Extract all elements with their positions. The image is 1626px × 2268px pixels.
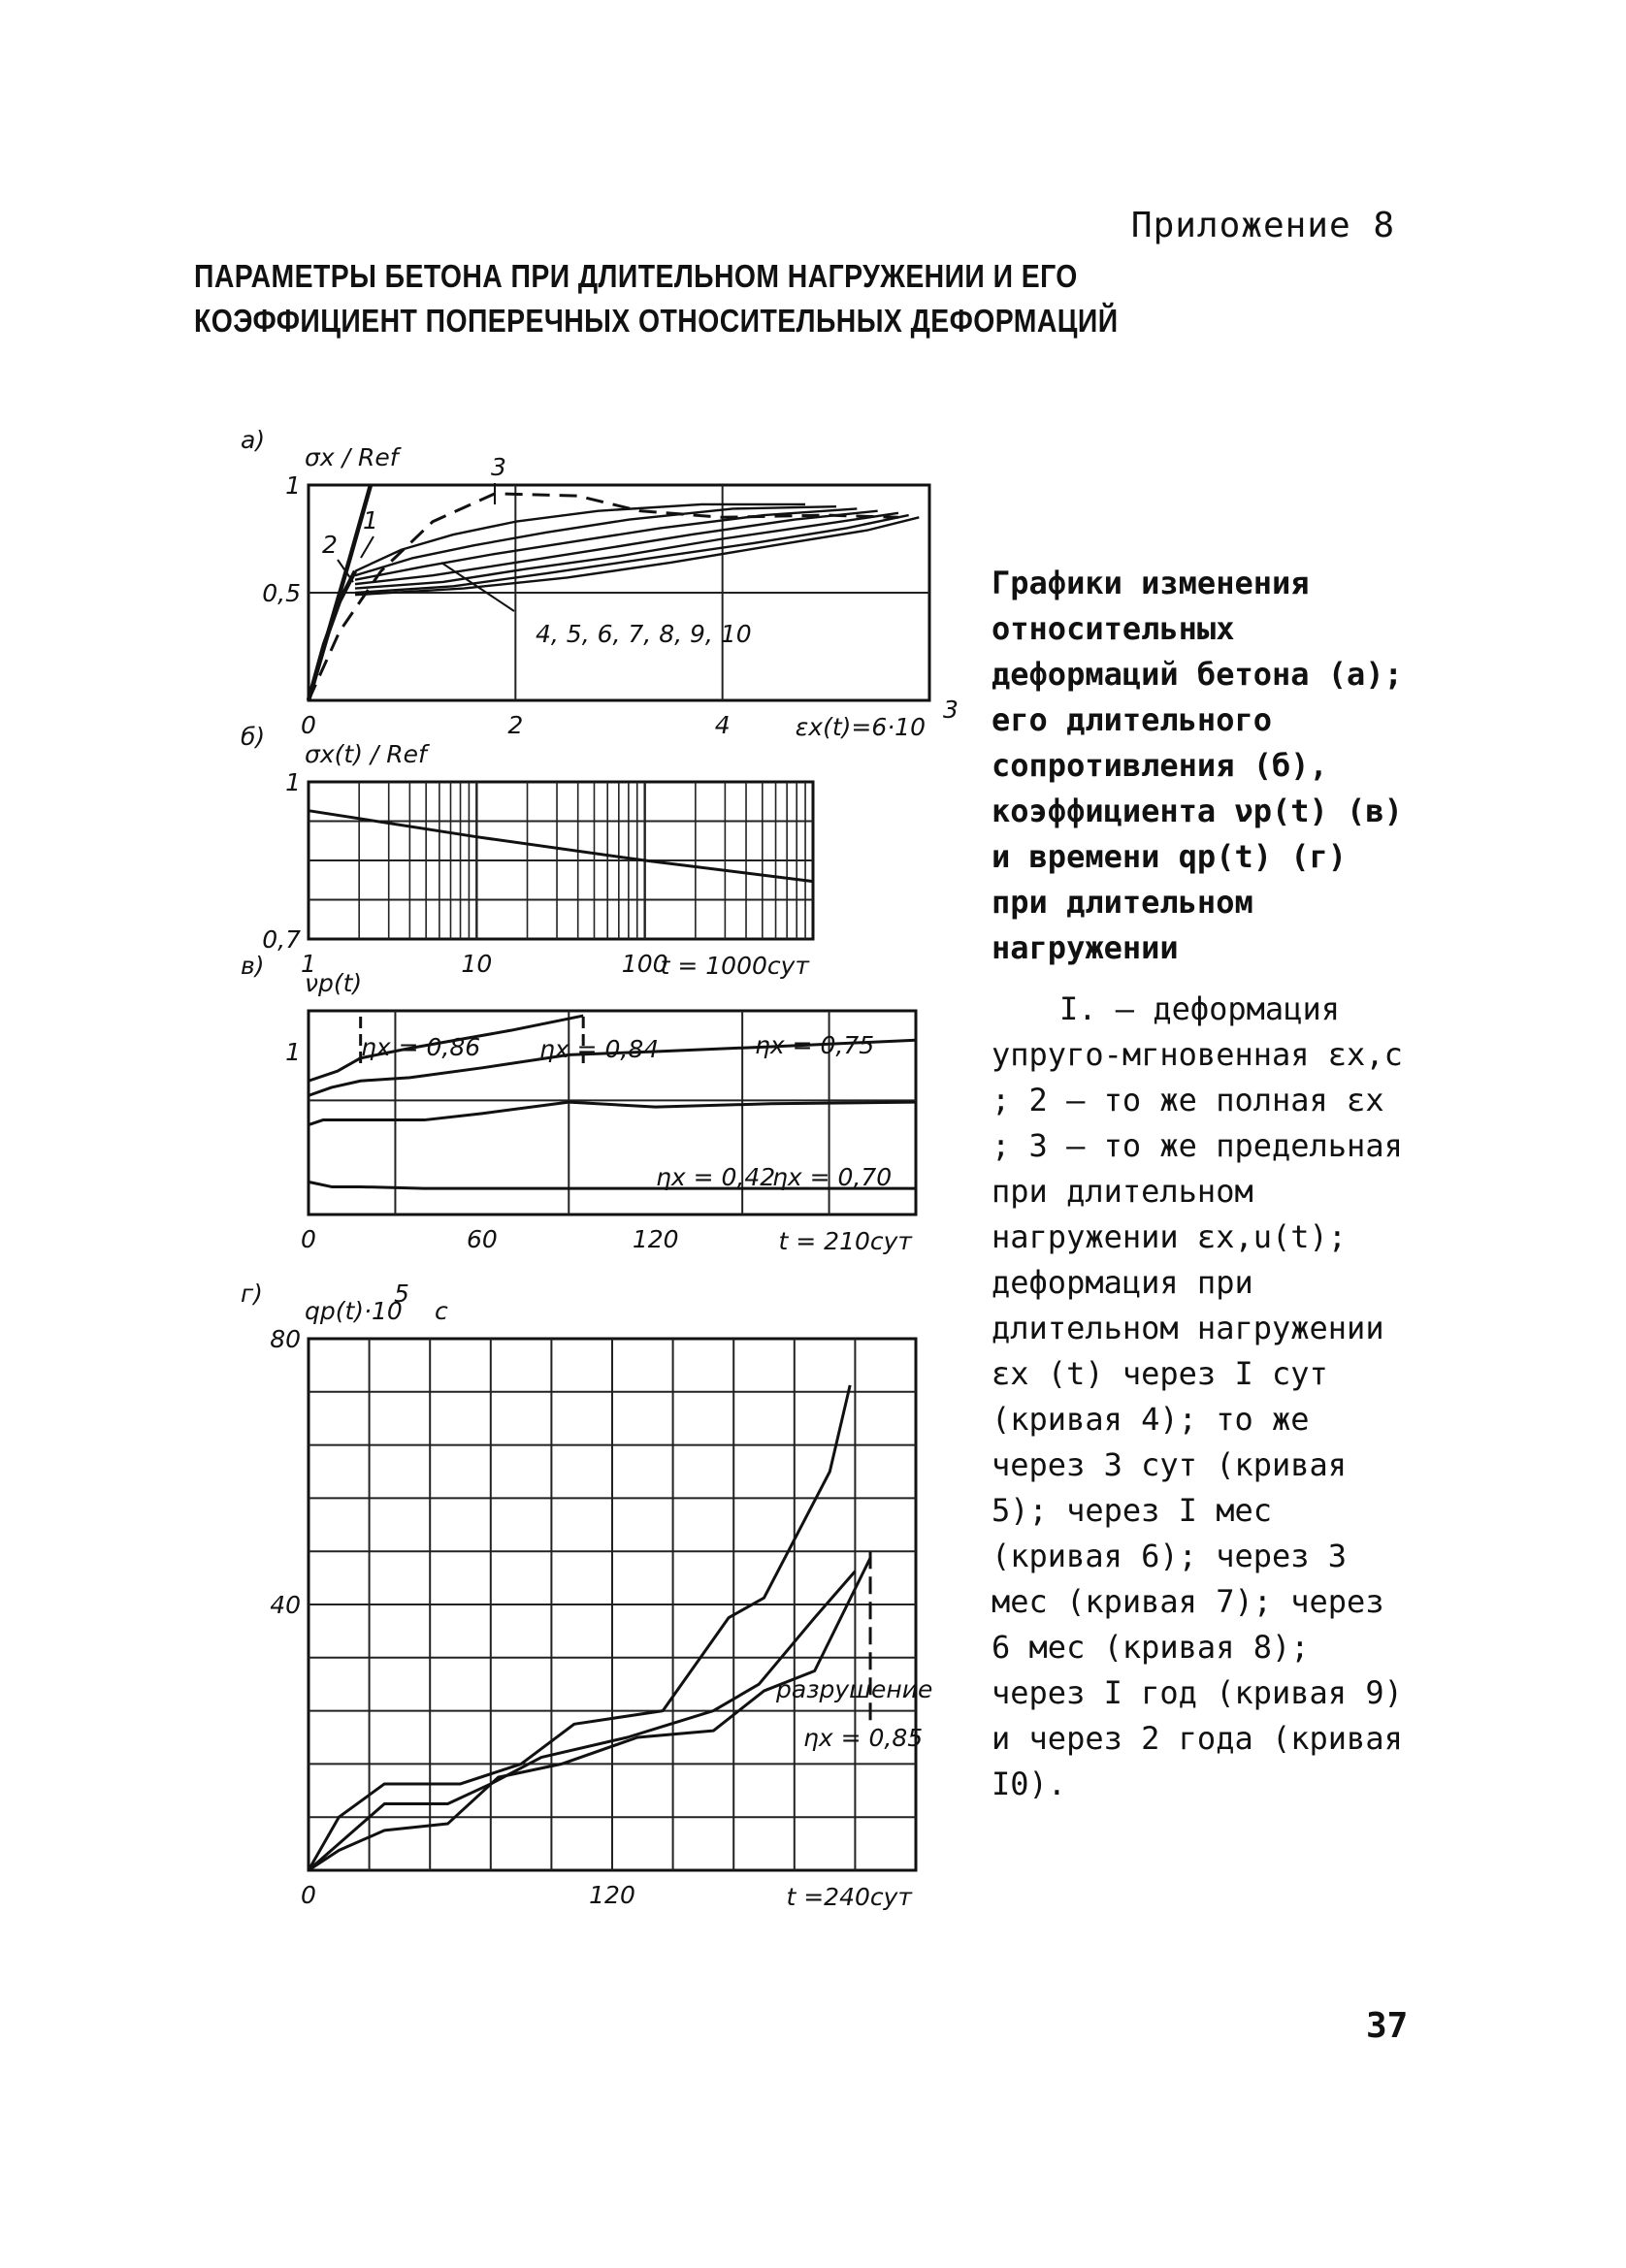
caption-legend: I. – деформация упруго-мгновенная εx,c ; 2 – то же полная εx ; 3 – то же предельная при длительном нагружении εx,u(t); деформация при длительном нагружении εx (t) через I сут (кривая 4); то же через 3 сут (кривая 5); через I мес (кривая 6); через 3 мес (кривая 7); через 6 мес (кривая 8); через I год (кривая 9) и через 2 года (кривая I0).	[992, 990, 1403, 1802]
chart-d-x-tick-label-1: 120	[589, 1881, 635, 1909]
chart-d-y-axis-label: qp(t)·10	[305, 1297, 403, 1325]
chart-a-series-2-line	[309, 571, 355, 700]
chart-b-x-tick-label-0: 1	[301, 950, 316, 978]
chart-c-y-tick-label-0: 1	[285, 1038, 301, 1066]
chart-c-annotation-3: ηx = 0,42	[656, 1163, 776, 1191]
chart-d-y-tick-label-1: 80	[270, 1325, 301, 1353]
chart-b-x-tick-label-2: 100	[621, 950, 668, 978]
chart-c-x-axis-label: t = 210сут	[778, 1227, 912, 1255]
chart-d-annotation-1: ηx = 0,85	[803, 1724, 924, 1752]
chart-a-series-8-line	[355, 513, 898, 589]
chart-a-x-tick-label-2: 4	[714, 711, 731, 739]
chart-a-x-tick-label-1: 2	[507, 711, 524, 739]
chart-b-x-axis-label: t = 1000сут	[660, 952, 809, 980]
chart-b-y-tick-label-1: 1	[285, 768, 301, 796]
page-title-line-2: КОЭФФИЦИЕНТ ПОПЕРЕЧНЫХ ОТНОСИТЕЛЬНЫХ ДЕФОРМАЦИЙ	[194, 303, 1119, 339]
chart-d-panel-label: г)	[241, 1280, 263, 1308]
chart-a-annotation-curve-3: 3	[491, 453, 506, 481]
chart-d-y-axis-exponent: 5	[394, 1280, 409, 1308]
chart-a-y-tick-label-1: 1	[285, 471, 301, 500]
chart-a-y-axis-label: σx / Ref	[305, 443, 399, 471]
chart-d-annotation-0: разрушение	[776, 1675, 933, 1703]
figure-caption	[992, 561, 1418, 1807]
chart-c-series-3-line	[309, 1102, 916, 1125]
caption-lead: Графики изменения относительных деформаций бетона (а); его длительного сопротивления (б), коэффициента νp(t) (в) и времени qp(t) (г) при длительном нагружении	[992, 565, 1403, 966]
chart-a-x-axis-label: εx(t)=6·10	[795, 713, 926, 741]
chart-b-x-tick-label-1: 10	[461, 950, 493, 978]
chart-c-annotation-4: ηx = 0,70	[772, 1163, 893, 1191]
chart-c-annotation-2: ηx = 0,75	[755, 1031, 875, 1059]
chart-b-y-axis-label: σx(t) / Ref	[305, 740, 427, 768]
chart-a-annotation-curve-1: 1	[363, 506, 378, 535]
chart-b-y-tick-label-0: 0,7	[262, 925, 301, 954]
chart-c-x-tick-label-1: 60	[466, 1225, 498, 1253]
chart-a-annotation-curves-4-10: 4, 5, 6, 7, 8, 9, 10	[536, 620, 752, 648]
chart-b-panel-label: б)	[241, 723, 266, 751]
chart-a-x-tick-label-0: 0	[301, 711, 316, 739]
chart-d-series-1-line	[309, 1385, 850, 1870]
chart-a-panel-label: а)	[241, 426, 266, 454]
chart-c-annotation-0: ηx = 0,86	[361, 1033, 481, 1061]
page-title-line-1: ПАРАМЕТРЫ БЕТОНА ПРИ ДЛИТЕЛЬНОМ НАГРУЖЕНИИ И ЕГО	[194, 258, 1078, 294]
chart-c-panel-label: в)	[241, 952, 265, 980]
chart-a-leader-1	[361, 536, 374, 558]
chart-c-x-tick-label-0: 0	[301, 1225, 316, 1253]
chart-d-y-tick-label-0: 40	[270, 1591, 301, 1619]
chart-a-y-tick-label-0: 0,5	[262, 579, 301, 607]
chart-d-series-2-line	[309, 1571, 855, 1870]
chart-a-annotation-curve-2: 2	[322, 531, 338, 559]
page-number: 37	[1366, 2006, 1409, 2046]
chart-a-x-axis-exponent: 3	[943, 696, 959, 724]
chart-d-x-axis-label: t =240сут	[786, 1883, 912, 1911]
chart-c-x-tick-label-2: 120	[632, 1225, 679, 1253]
chart-c-annotation-1: ηx = 0,84	[539, 1035, 660, 1063]
chart-c-y-axis-label: νp(t)	[305, 969, 363, 997]
appendix-label: Приложение 8	[1130, 206, 1395, 245]
chart-d-x-tick-label-0: 0	[301, 1881, 316, 1909]
chart-d-y-axis-unit: с	[435, 1297, 448, 1325]
